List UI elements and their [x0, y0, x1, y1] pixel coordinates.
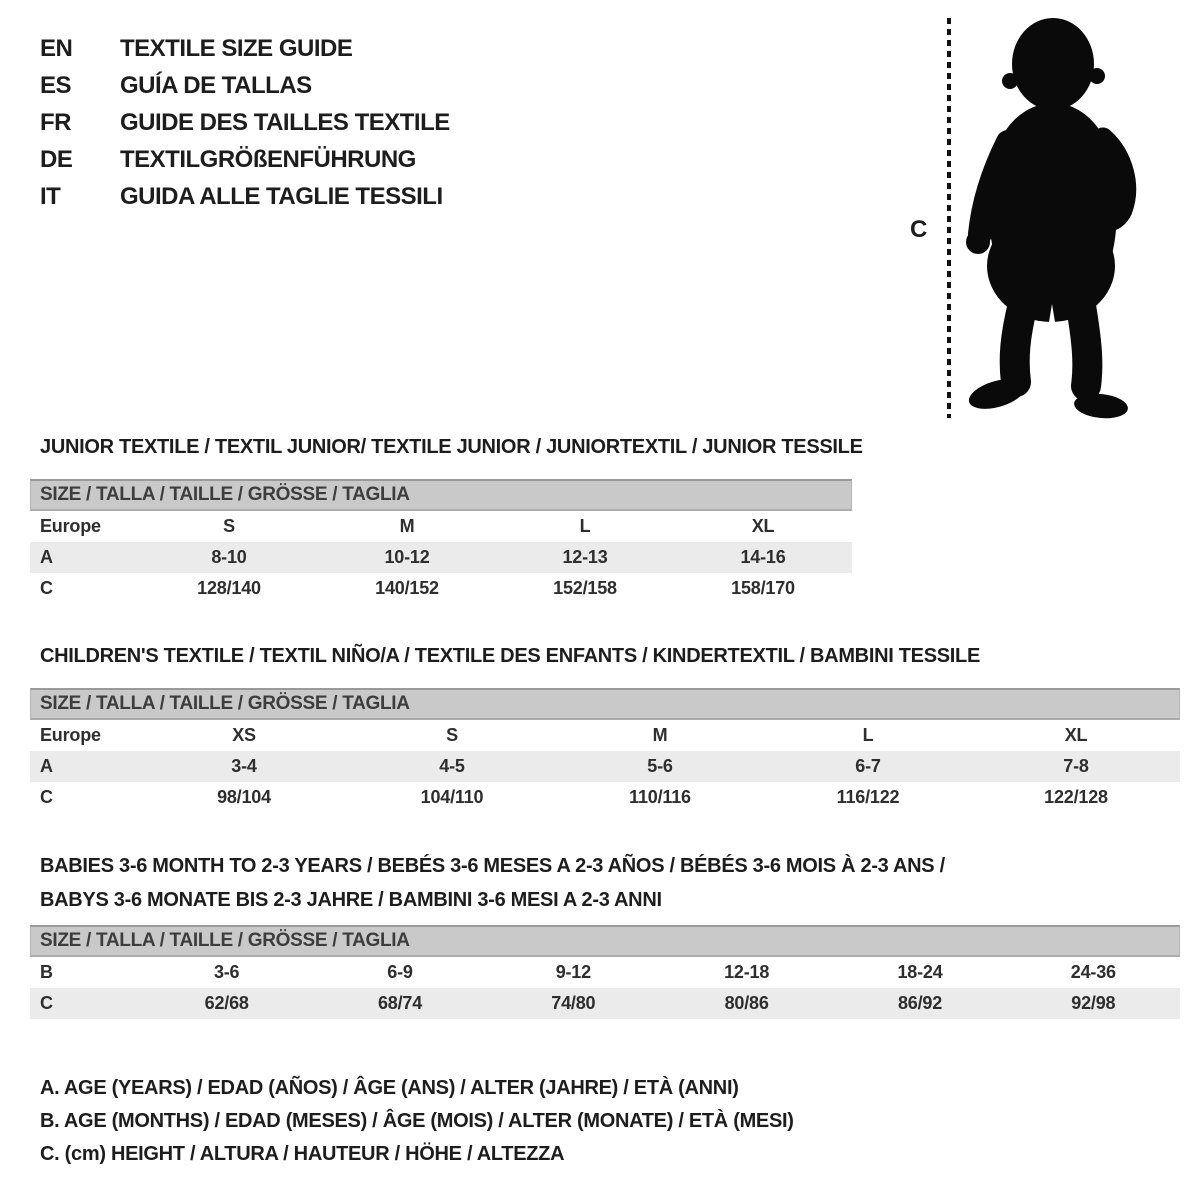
row-label: A — [40, 756, 53, 776]
table-cell: 98/104 — [217, 787, 271, 807]
table-cell: 74/80 — [551, 993, 596, 1013]
column-header-row — [30, 720, 1180, 751]
language-title: GUIDE DES TAILLES TEXTILE — [120, 108, 450, 136]
table-cell: 86/92 — [897, 993, 943, 1013]
junior-size-table — [30, 479, 852, 604]
language-title: GUIDA ALLE TAGLIE TESSILI — [120, 182, 443, 210]
column-header-row — [30, 511, 852, 542]
table-cell: 10-12 — [384, 547, 430, 567]
table-cell: 140/152 — [375, 578, 439, 598]
table-row-height — [30, 573, 852, 604]
table-cell: 14-16 — [740, 547, 786, 567]
table-cell: 6-9 — [387, 962, 413, 982]
language-code: IT — [40, 182, 61, 210]
table-cell: 3-6 — [213, 962, 240, 982]
table-cell: 12-13 — [562, 547, 608, 567]
table-row-height — [30, 988, 1180, 1019]
table-cell: 5-6 — [647, 756, 673, 776]
language-code: ES — [40, 71, 72, 99]
table-cell: 110/116 — [629, 787, 691, 807]
table-row-height — [30, 782, 1180, 813]
language-row-it — [40, 178, 450, 215]
table-cell: 116/122 — [836, 787, 900, 807]
table-cell: 7-8 — [1063, 756, 1089, 776]
row-label: C — [40, 787, 53, 807]
table-cell: 122/128 — [1044, 787, 1108, 807]
row-label: C — [40, 578, 53, 598]
language-title: GUÍA DE TALLAS — [120, 71, 312, 99]
column-header: S — [446, 725, 458, 745]
column-header: M — [652, 725, 668, 745]
size-header-bar: SIZE / TALLA / TAILLE / GRÖSSE / TAGLIA — [30, 925, 1180, 957]
table-cell: 9-12 — [555, 962, 591, 982]
language-header — [40, 30, 450, 215]
babies-size-table — [30, 925, 1180, 1019]
legend-line-c: C. (cm) HEIGHT / ALTURA / HAUTEUR / HÖHE / ALTEZZA — [40, 1143, 565, 1165]
toddler-silhouette-icon — [963, 14, 1145, 422]
size-header-bar: SIZE / TALLA / TAILLE / GRÖSSE / TAGLIA — [30, 479, 852, 511]
section-title-junior: JUNIOR TEXTILE / TEXTIL JUNIOR/ TEXTILE JUNIOR / JUNIORTEXTIL / JUNIOR TESSILE — [40, 436, 863, 458]
row-label: C — [40, 993, 53, 1013]
table-cell: 24-36 — [1070, 962, 1116, 982]
table-cell: 3-4 — [231, 756, 257, 776]
table-cell: 80/86 — [724, 993, 769, 1013]
row-label: A — [40, 547, 53, 567]
height-label: C — [910, 216, 928, 243]
legend-line-b: B. AGE (MONTHS) / EDAD (MESES) / ÂGE (MOIS) / ALTER (MONATE) / ETÀ (MESI) — [40, 1110, 794, 1132]
table-cell: 12-18 — [724, 962, 770, 982]
row-label: B — [40, 962, 53, 982]
table-cell: 68/74 — [377, 993, 423, 1013]
column-header: XS — [232, 725, 256, 745]
language-code: DE — [40, 145, 73, 173]
table-cell: 152/158 — [553, 578, 617, 598]
column-header: L — [862, 725, 874, 745]
table-cell: 4-5 — [439, 756, 465, 776]
column-header: S — [223, 516, 235, 536]
legend — [40, 1072, 794, 1171]
language-row-de — [40, 141, 450, 178]
column-header: Europe — [40, 725, 101, 745]
section-title-babies-line1: BABIES 3-6 MONTH TO 2-3 YEARS / BEBÉS 3-6 MESES A 2-3 AÑOS / BÉBÉS 3-6 MOIS À 2-3 ANS / — [40, 855, 945, 877]
table-cell: 128/140 — [197, 578, 261, 598]
table-row-age — [30, 751, 1180, 782]
language-title: TEXTILGRÖßENFÜHRUNG — [120, 145, 416, 173]
table-cell: 104/110 — [420, 787, 484, 807]
height-measure-line — [946, 18, 952, 418]
table-cell: 6-7 — [855, 756, 881, 776]
language-code: FR — [40, 108, 71, 136]
table-cell: 8-10 — [211, 547, 247, 567]
section-title-babies — [40, 849, 945, 917]
section-title-children: CHILDREN'S TEXTILE / TEXTIL NIÑO/A / TEXTILE DES ENFANTS / KINDERTEXTIL / BAMBINI TESSILE — [40, 645, 980, 667]
language-row-fr — [40, 104, 450, 141]
column-header: M — [399, 516, 415, 536]
language-row-en — [40, 30, 450, 67]
table-cell: 18-24 — [897, 962, 943, 982]
column-header: Europe — [40, 516, 101, 536]
language-row-es — [40, 67, 450, 104]
section-title-babies-line2: BABYS 3-6 MONATE BIS 2-3 JAHRE / BAMBINI 3-6 MESI A 2-3 ANNI — [40, 889, 662, 911]
legend-line-a: A. AGE (YEARS) / EDAD (AÑOS) / ÂGE (ANS) / ALTER (JAHRE) / ETÀ (ANNI) — [40, 1077, 739, 1099]
children-size-table — [30, 688, 1180, 813]
table-row-age-months — [30, 957, 1180, 988]
column-header: XL — [751, 516, 775, 536]
table-cell: 62/68 — [204, 993, 249, 1013]
column-header: L — [579, 516, 591, 536]
column-header: XL — [1064, 725, 1088, 745]
language-title: TEXTILE SIZE GUIDE — [120, 34, 353, 62]
size-header-bar: SIZE / TALLA / TAILLE / GRÖSSE / TAGLIA — [30, 688, 1180, 720]
language-code: EN — [40, 34, 73, 62]
table-cell: 92/98 — [1071, 993, 1116, 1013]
table-row-age — [30, 542, 852, 573]
table-cell: 158/170 — [731, 578, 795, 598]
